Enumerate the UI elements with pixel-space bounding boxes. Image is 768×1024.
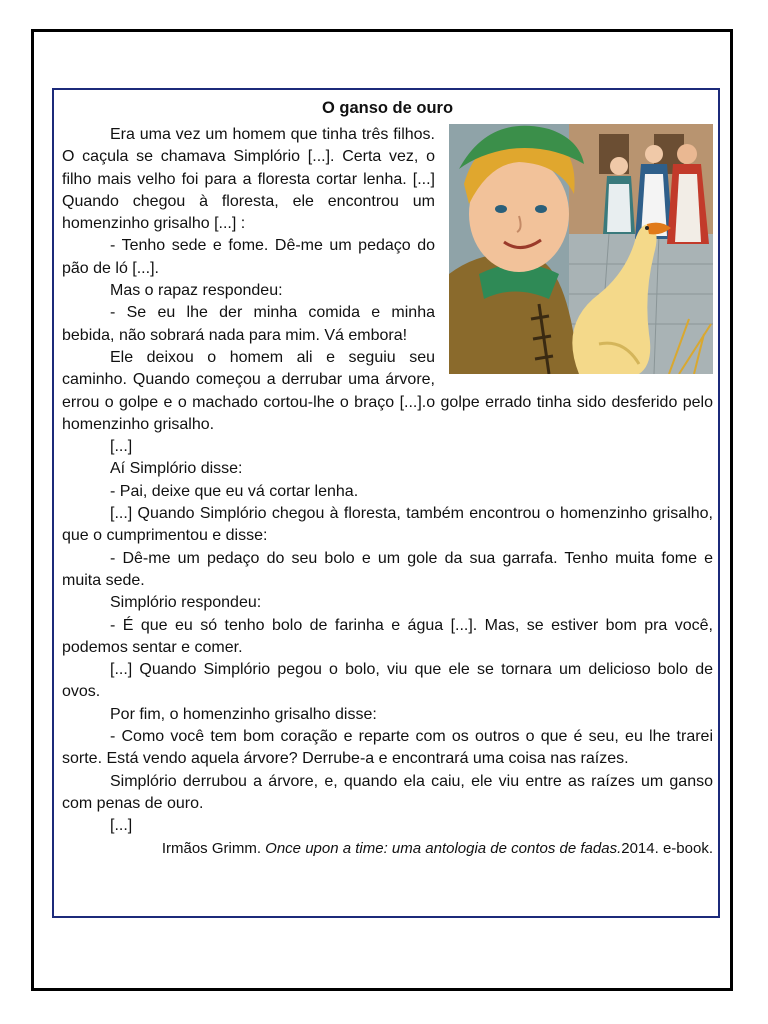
story-paragraph: - Tenho sede e fome. Dê-me um pedaço do pão de ló [...]. xyxy=(62,237,435,277)
story-paragraph: Simplório respondeu: xyxy=(110,594,262,612)
story-paragraph: Ele deixou o homem ali e seguiu seu caminho. Quando começou a derrubar uma árvore, errou o golpe e o machado cortou-lhe o braço [...].o golpe errado tinha sido desferido pelo homenzinho grisalho. xyxy=(62,348,713,433)
story-paragraph: - Se eu lhe der minha comida e minha bebida, não sobrará nada para mim. Vá embora! xyxy=(62,304,435,344)
story-paragraph: Mas o rapaz respondeu: xyxy=(110,282,283,300)
story-paragraph: [...] xyxy=(110,817,133,835)
story-paragraph: Era uma vez um homem que tinha três filhos. O caçula se chamava Simplório [...]. Certa vez, o filho mais velho foi para a floresta cortar lenha. [...] Quando chegou à floresta, ele encontrou um homenzinho grisalho [...] : xyxy=(62,126,435,233)
story-body xyxy=(62,124,713,838)
credit-author: Irmãos Grimm. xyxy=(161,839,261,857)
story-paragraph: Simplório derrubou a árvore, e, quando ela caiu, ele viu entre as raízes um ganso com penas de ouro. xyxy=(62,772,713,812)
illustration-boy-with-golden-goose xyxy=(449,124,713,374)
story-paragraph: - Pai, deixe que eu vá cortar lenha. xyxy=(110,482,359,500)
credit-details: 2014. e-book. xyxy=(621,839,713,857)
story-title: O ganso de ouro xyxy=(321,99,454,117)
story-paragraph: Por fim, o homenzinho grisalho disse: xyxy=(110,705,377,723)
story-box xyxy=(52,88,720,918)
story-paragraph: - Como você tem bom coração e reparte com os outros o que é seu, eu lhe trarei sorte. Está vendo aquela árvore? Derrube-a e encontrará uma coisa nas raízes. xyxy=(62,728,713,768)
credit-work: Once upon a time: uma antologia de contos de fadas. xyxy=(265,839,622,857)
story-paragraph: - Dê-me um pedaço do seu bolo e um gole da sua garrafa. Tenho muita fome e muita sede. xyxy=(62,549,713,589)
story-paragraph: [...] Quando Simplório chegou à floresta, também encontrou o homenzinho grisalho, que o cumprimentou e disse: xyxy=(62,505,713,545)
story-paragraph: - É que eu só tenho bolo de farinha e água [...]. Mas, se estiver bom pra você, podemos sentar e comer. xyxy=(62,616,713,656)
story-paragraph: Aí Simplório disse: xyxy=(110,460,243,478)
story-paragraph: [...] xyxy=(110,438,133,456)
story-credit xyxy=(62,838,713,860)
story-paragraph: [...] Quando Simplório pegou o bolo, viu que ele se tornara um delicioso bolo de ovos. xyxy=(62,661,713,701)
illustration-svg xyxy=(449,124,713,374)
